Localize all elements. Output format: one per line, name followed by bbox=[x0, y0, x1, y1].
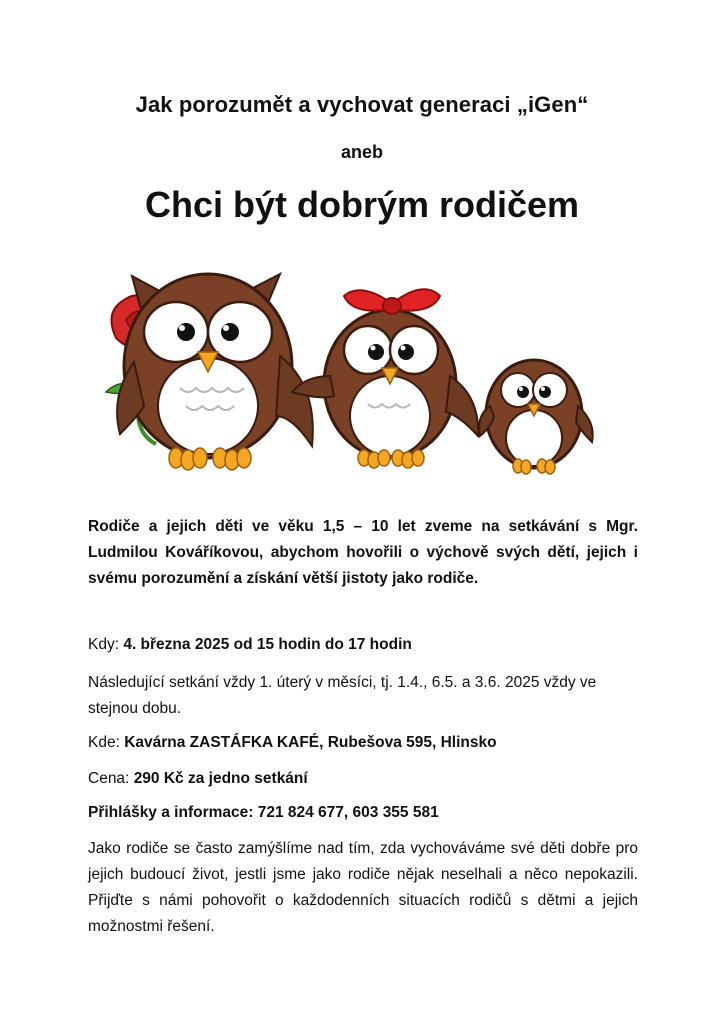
price-value: 290 Kč za jedno setkání bbox=[133, 770, 308, 787]
price-line bbox=[88, 766, 640, 792]
next-meetings: Následující setkání vždy 1. úterý v měsíci, tj. 1.4., 6.5. a 3.6. 2025 vždy ve stejnou dobu. bbox=[88, 674, 597, 717]
flyer-connector: aneb bbox=[340, 142, 383, 162]
where-value: Kavárna ZASTÁFKA KAFÉ, Rubešova 595, Hlinsko bbox=[124, 734, 497, 751]
price-label: Cena: bbox=[88, 770, 130, 787]
closing-paragraph: Jako rodiče se často zamýšlíme nad tím, zda vychováváme své děti dobře pro jejich budoucí život, jestli jsme jako rodiče nějak neselhali a něco nepokazili. Přijďte s námi pohovořit o každodenních situacích rodičů s dětmi a jejich možnostmi řešení. bbox=[88, 840, 638, 935]
owl-mother-icon bbox=[292, 310, 478, 468]
ribbon-bow-icon bbox=[344, 289, 440, 314]
flyer-headline: Chci být dobrým rodičem bbox=[144, 184, 580, 225]
where-label: Kde: bbox=[88, 734, 120, 751]
owl-family-illustration bbox=[80, 266, 610, 478]
contact-line: Přihlášky a informace: 721 824 677, 603 355 581 bbox=[88, 804, 439, 821]
when-value: 4. března 2025 od 15 hodin do 17 hodin bbox=[123, 636, 412, 653]
owl-father-icon bbox=[117, 274, 313, 470]
where-line bbox=[88, 730, 640, 756]
flyer-title: Jak porozumět a vychovat generaci „iGen“ bbox=[135, 92, 589, 117]
when-line bbox=[88, 632, 640, 658]
when-label: Kdy: bbox=[88, 636, 120, 653]
owl-child-icon bbox=[479, 360, 593, 474]
intro-paragraph: Rodiče a jejich děti ve věku 1,5 – 10 let zveme na setkávání s Mgr. Ludmilou Kováříkovou, abychom hovořili o výchově svých dětí, jejich i svému porozumění a získání větší jistoty jako rodiče. bbox=[88, 518, 638, 587]
